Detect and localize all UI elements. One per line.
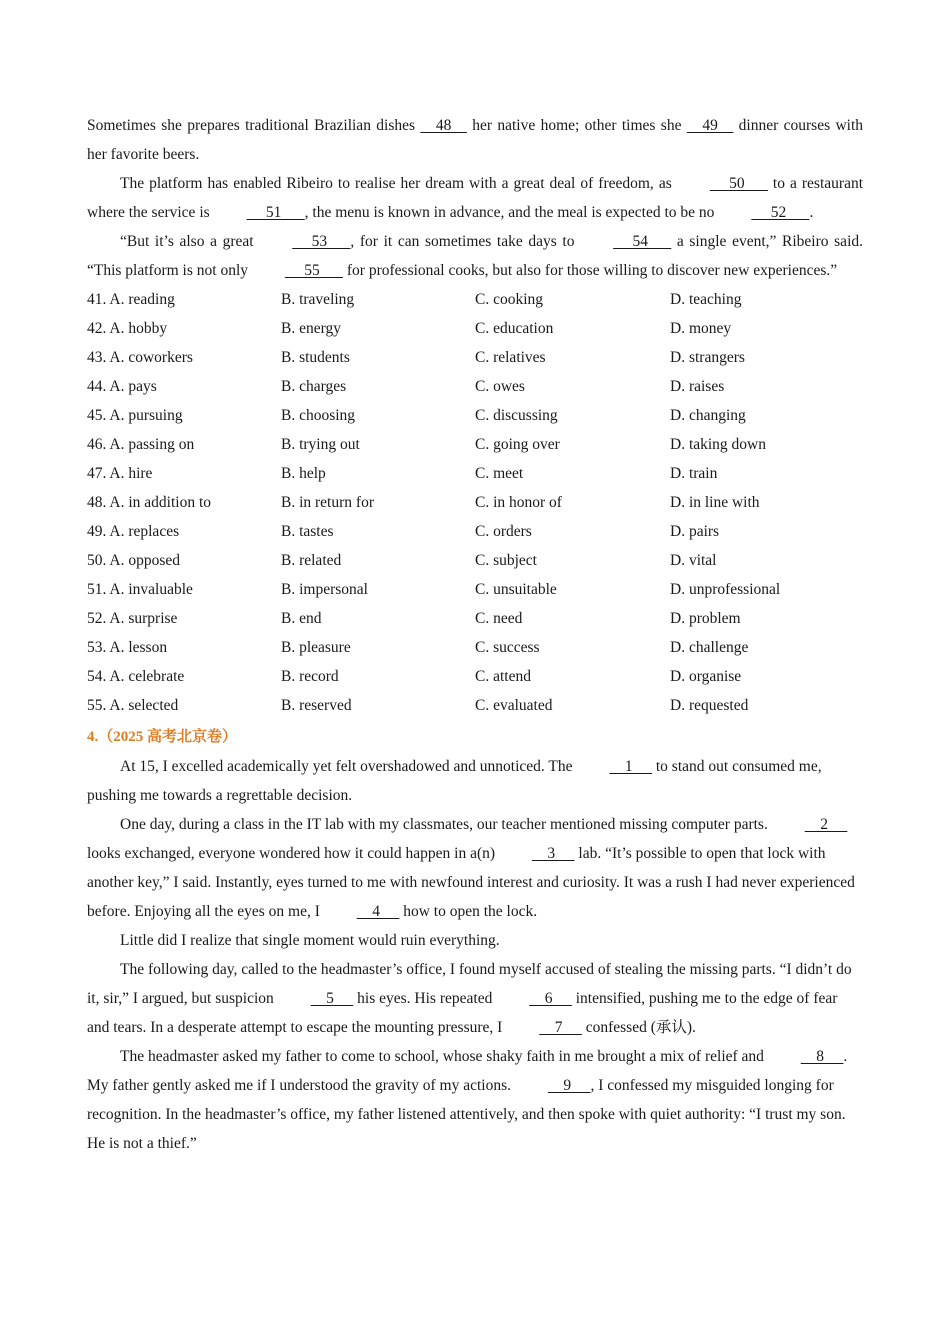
blank-3: 3: [531, 845, 575, 862]
text: The platform has enabled Ribeiro to realise her dream with a great deal of freedom, as: [120, 175, 677, 192]
option-row: [87, 430, 863, 459]
option-c: C. attend: [475, 668, 531, 685]
option-b: B. choosing: [281, 407, 356, 424]
option-d: D. teaching: [670, 291, 742, 308]
text: . My father gently asked me if I understood the gravity of my actions.: [87, 1048, 848, 1094]
blank-52: 52: [751, 204, 810, 221]
text: for professional cooks, but also for those willing to discover new experiences.”: [343, 262, 838, 279]
blank-48: 48: [420, 117, 467, 134]
option-a: 54. A. celebrate: [87, 668, 185, 685]
option-d: D. unprofessional: [670, 581, 781, 598]
text: “But it’s also a great: [120, 233, 260, 250]
option-b: B. in return for: [281, 494, 374, 511]
blank-51: 51: [246, 204, 305, 221]
text: , I confessed my misguided longing for recognition. In the headmaster’s office, my father listened attentively, and then spoke with quiet authority: “I trust my son. He is not a thief.”: [87, 1077, 846, 1152]
option-d: D. strangers: [670, 349, 745, 366]
option-row: [87, 575, 863, 604]
option-row: [87, 604, 863, 633]
option-row: [87, 314, 863, 343]
option-c: C. evaluated: [475, 697, 553, 714]
option-a: 49. A. replaces: [87, 523, 180, 540]
section4-paragraph-1: [87, 752, 863, 810]
option-a: 52. A. surprise: [87, 610, 178, 627]
option-d: D. requested: [670, 697, 749, 714]
text: At 15, I excelled academically yet felt overshadowed and unnoticed. The: [120, 758, 577, 775]
option-b: B. pleasure: [281, 639, 351, 656]
text: looks exchanged, everyone wondered how it could happen in a(n): [87, 845, 499, 862]
option-row: [87, 285, 863, 314]
text: intensified, pushing me to the edge of fear and tears. In a desperate attempt to escape the mounting pressure, I: [87, 990, 838, 1036]
option-b: B. charges: [281, 378, 347, 395]
option-a: 45. A. pursuing: [87, 407, 183, 424]
option-b: B. help: [281, 465, 326, 482]
option-row: [87, 517, 863, 546]
option-b: B. traveling: [281, 291, 355, 308]
option-c: C. relatives: [475, 349, 546, 366]
option-c: C. unsuitable: [475, 581, 557, 598]
option-a: 41. A. reading: [87, 291, 175, 308]
option-d: D. in line with: [670, 494, 760, 511]
document-page: [87, 111, 863, 1158]
text: The headmaster asked my father to come to school, whose shaky faith in me brought a mix of relief and: [120, 1048, 768, 1065]
passage3-paragraph-1: [87, 111, 863, 169]
blank-50: 50: [709, 175, 768, 192]
text: The following day, called to the headmaster’s office, I found myself accused of stealing the missing parts. “I didn’t do it, sir,” I argued, but suspicion: [87, 961, 852, 1007]
text: confessed (承认).: [581, 1019, 696, 1036]
blank-54: 54: [613, 233, 672, 250]
option-d: D. challenge: [670, 639, 749, 656]
option-d: D. problem: [670, 610, 741, 627]
option-b: B. trying out: [281, 436, 360, 453]
blank-49: 49: [686, 117, 734, 134]
text: , the menu is known in advance, and the meal is expected to be no: [304, 204, 719, 221]
text: his eyes. His repeated: [353, 990, 497, 1007]
option-c: C. cooking: [475, 291, 544, 308]
blank-9: 9: [547, 1077, 591, 1094]
option-a: 53. A. lesson: [87, 639, 168, 656]
section-heading: 4.（2025 高考北京卷）: [87, 729, 238, 745]
section4-paragraph-2: [87, 810, 863, 926]
text: her native home; other times she: [466, 117, 687, 134]
option-c: C. need: [475, 610, 523, 627]
option-a: 42. A. hobby: [87, 320, 168, 337]
blank-7: 7: [539, 1019, 582, 1036]
option-b: B. related: [281, 552, 342, 569]
blank-8: 8: [800, 1048, 844, 1065]
option-a: 51. A. invaluable: [87, 581, 193, 598]
option-d: D. organise: [670, 668, 742, 685]
option-a: 47. A. hire: [87, 465, 153, 482]
option-d: D. taking down: [670, 436, 767, 453]
blank-55: 55: [284, 262, 344, 279]
option-d: D. train: [670, 465, 718, 482]
passage3-paragraph-2: [87, 169, 863, 227]
option-b: B. reserved: [281, 697, 352, 714]
text: how to open the lock.: [399, 903, 538, 920]
option-c: C. success: [475, 639, 540, 656]
option-c: C. in honor of: [475, 494, 562, 511]
option-c: C. meet: [475, 465, 524, 482]
text: to stand out consumed me, pushing me towards a regrettable decision.: [87, 758, 822, 804]
section4-paragraph-3: Little did I realize that single moment would ruin everything.: [120, 932, 500, 949]
text: lab. “It’s possible to open that lock with another key,” I said. Instantly, eyes turned to me with newfound interest and curiosity. It was a rush I had never experienced before. Enjoying all the eyes on me, I: [87, 845, 855, 920]
option-row: [87, 488, 863, 517]
option-d: D. money: [670, 320, 732, 337]
option-row: [87, 546, 863, 575]
option-row: [87, 691, 863, 720]
option-b: B. record: [281, 668, 339, 685]
option-b: B. tastes: [281, 523, 334, 540]
option-a: 43. A. coworkers: [87, 349, 193, 366]
option-c: C. going over: [475, 436, 560, 453]
option-b: B. end: [281, 610, 322, 627]
option-b: B. energy: [281, 320, 341, 337]
text: One day, during a class in the IT lab with my classmates, our teacher mentioned missing computer parts.: [120, 816, 772, 833]
option-a: 48. A. in addition to: [87, 494, 211, 511]
blank-1: 1: [609, 758, 652, 775]
options-table: [87, 285, 863, 720]
text: .: [809, 204, 814, 221]
option-a: 50. A. opposed: [87, 552, 180, 569]
option-c: C. owes: [475, 378, 525, 395]
option-c: C. discussing: [475, 407, 558, 424]
section4-paragraph-4: [87, 955, 863, 1042]
option-b: B. students: [281, 349, 350, 366]
text: , for it can sometimes take days to: [350, 233, 581, 250]
option-d: D. raises: [670, 378, 725, 395]
blank-5: 5: [310, 990, 354, 1007]
option-row: [87, 372, 863, 401]
option-row: [87, 633, 863, 662]
option-d: D. vital: [670, 552, 717, 569]
option-a: 55. A. selected: [87, 697, 179, 714]
option-d: D. changing: [670, 407, 746, 424]
blank-4: 4: [356, 903, 400, 920]
option-row: [87, 401, 863, 430]
option-row: [87, 459, 863, 488]
text: dinner courses with her favorite beers.: [87, 117, 864, 163]
option-d: D. pairs: [670, 523, 720, 540]
text: Sometimes she prepares traditional Brazilian dishes: [87, 117, 421, 134]
blank-6: 6: [529, 990, 572, 1007]
text: to a restaurant where the service is: [87, 175, 864, 221]
option-row: [87, 343, 863, 372]
option-c: C. education: [475, 320, 554, 337]
option-a: 46. A. passing on: [87, 436, 195, 453]
option-c: C. subject: [475, 552, 537, 569]
blank-2: 2: [804, 816, 848, 833]
option-c: C. orders: [475, 523, 532, 540]
section4-paragraph-5: [87, 1042, 863, 1158]
text: a single event,” Ribeiro said. “This platform is not only: [87, 233, 863, 279]
passage3-paragraph-3: [87, 227, 863, 285]
option-row: [87, 662, 863, 691]
option-a: 44. A. pays: [87, 378, 157, 395]
option-b: B. impersonal: [281, 581, 368, 598]
blank-53: 53: [292, 233, 351, 250]
